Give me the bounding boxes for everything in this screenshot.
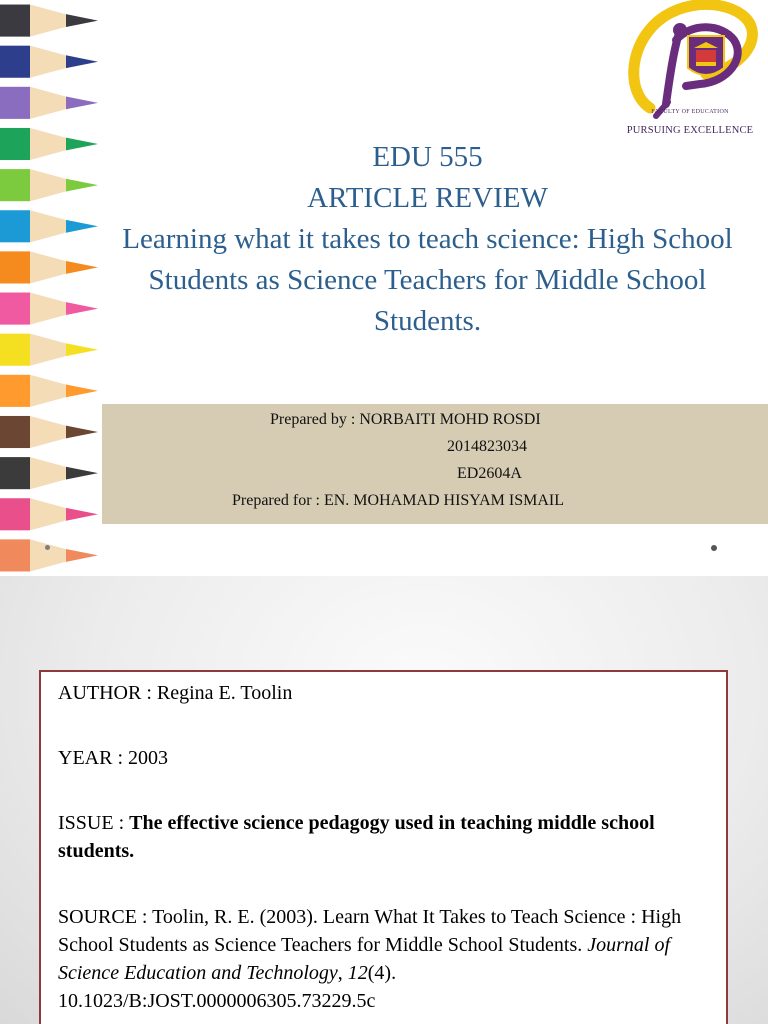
bullet-dot xyxy=(45,545,50,550)
issue-text: The effective science pedagogy used in teaching middle school students. xyxy=(58,812,655,862)
pencil-body xyxy=(0,87,30,119)
author-label: AUTHOR : xyxy=(58,682,157,704)
pencil-body xyxy=(0,169,30,201)
pencil-body xyxy=(0,5,30,37)
pencil-body xyxy=(0,416,30,448)
course-code: EDU 555 xyxy=(372,141,483,173)
group-code: ED2604A xyxy=(457,465,522,482)
pencil-tip xyxy=(66,138,98,151)
slide-title xyxy=(95,137,760,342)
pencil-body xyxy=(0,210,30,242)
faculty-logo xyxy=(610,0,768,142)
preparer-panel xyxy=(102,404,768,524)
issue-line xyxy=(58,809,722,865)
pencil-tip xyxy=(66,343,98,356)
pencil-body xyxy=(0,251,30,283)
article-details-box xyxy=(39,670,728,1024)
logo-tagline-small: FACULTY OF EDUCATION xyxy=(651,109,729,115)
source-label: SOURCE : xyxy=(58,906,153,928)
pencil-tip xyxy=(66,549,98,562)
pencil-tip xyxy=(66,261,98,274)
pencil-tip xyxy=(66,508,98,521)
student-id: 2014823034 xyxy=(447,438,527,455)
source-line xyxy=(58,903,722,1015)
pencil-body xyxy=(0,46,30,78)
year-value: 2003 xyxy=(128,747,168,769)
pencil-body xyxy=(0,128,30,160)
year-line xyxy=(58,744,722,772)
article-info-slide xyxy=(0,576,768,1024)
author-name: Regina E. Toolin xyxy=(156,682,293,704)
prepared-for-label: Prepared for : xyxy=(232,492,324,509)
pencil-tip xyxy=(66,426,98,439)
year-label: YEAR : xyxy=(58,747,128,769)
issue-label: ISSUE : xyxy=(58,812,130,834)
prepared-by-name: NORBAITI MOHD ROSDI xyxy=(359,411,541,428)
source-journal: Journal of Science Education and Technology xyxy=(58,934,671,984)
pencil-tip xyxy=(66,467,98,480)
prepared-by-line xyxy=(270,411,541,429)
pencil-body xyxy=(0,375,30,407)
prepared-for-line xyxy=(232,492,564,510)
pencil-body xyxy=(0,334,30,366)
source-doi: 10.1023/B:JOST.0000006305.73229.5c xyxy=(58,990,376,1012)
pencil-body xyxy=(0,457,30,489)
logo-tagline: PURSUING EXCELLENCE xyxy=(626,125,754,136)
prepared-by-label: Prepared by : xyxy=(270,411,360,428)
bullet-dot xyxy=(711,545,717,551)
source-separator: , xyxy=(337,962,348,984)
document-type: ARTICLE REVIEW xyxy=(307,182,548,214)
pencil-tip xyxy=(66,179,98,192)
pencil-body xyxy=(0,293,30,325)
pencil-tip xyxy=(66,220,98,233)
prepared-for-name: EN. MOHAMAD HISYAM ISMAIL xyxy=(323,492,564,509)
article-title: Learning what it takes to teach science: High School Students as Science Teachers for Middle School Students. xyxy=(122,223,733,337)
pencil-tip xyxy=(66,384,98,397)
pencil-body xyxy=(0,539,30,571)
pencil-tip xyxy=(66,96,98,109)
pencil-tip xyxy=(66,14,98,27)
pencil-tip xyxy=(66,302,98,315)
pencil-body xyxy=(0,498,30,530)
pencil-tip xyxy=(66,55,98,68)
source-issue: (4). xyxy=(367,962,397,984)
source-citation: Toolin, R. E. (2003). Learn What It Takes to Teach Science : High School Students as Science Teachers for Middle School Students. xyxy=(58,906,682,956)
source-volume: 12 xyxy=(347,962,368,984)
author-line xyxy=(58,679,722,707)
